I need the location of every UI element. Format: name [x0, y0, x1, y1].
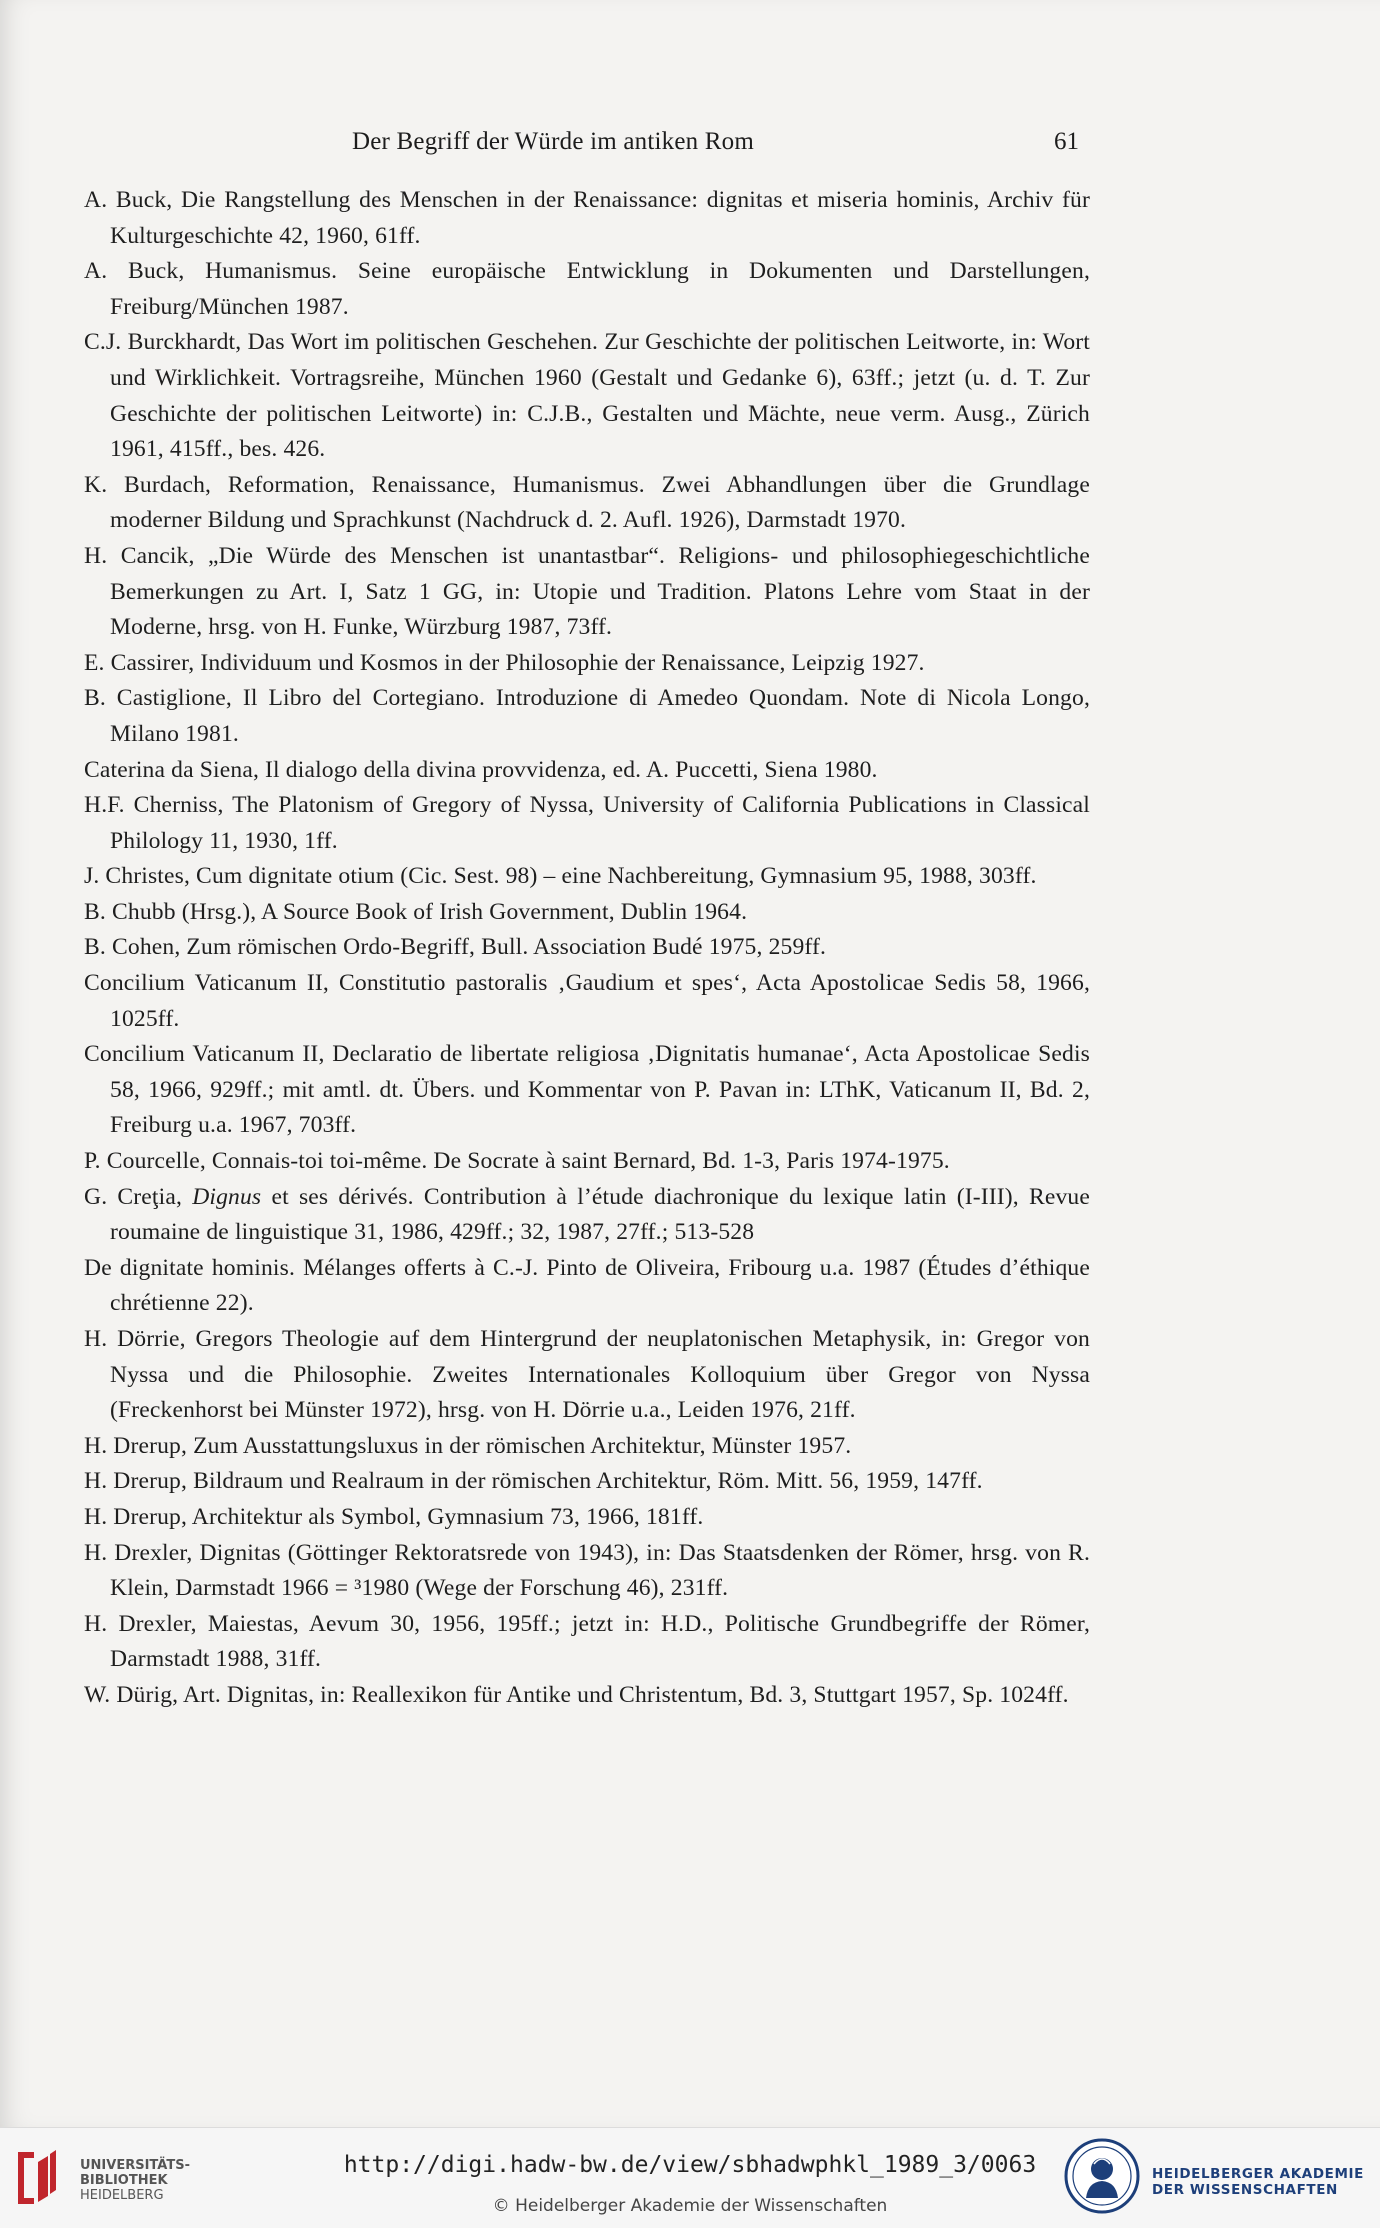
academy-name [1152, 2166, 1364, 2198]
running-head [0, 128, 1380, 168]
bibliography-entry: J. Christes, Cum dignitate otium (Cic. Sest. 98) – eine Nachbereitung, Gymnasium 95, 1988, 303ff. [84, 863, 1037, 890]
bibliography-entry: H. Drexler, Dignitas (Göttinger Rektoratsrede von 1943), in: Das Staatsdenken der Römer, hrsg. von R. Klein, Darmstadt 1966 = ³1980 (Wege der Forschung 46), 231ff. [84, 1539, 1090, 1602]
academy-name-line: HEIDELBERGER AKADEMIE [1152, 2166, 1364, 2182]
academy-seal-icon [1064, 2138, 1140, 2214]
library-name-line: HEIDELBERG [80, 2188, 164, 2203]
permalink-url[interactable]: http://digi.hadw-bw.de/view/sbhadwphkl_1989_3/0063 [343, 2152, 1037, 2178]
bibliography-entry: K. Burdach, Reformation, Renaissance, Humanismus. Zwei Abhandlungen über die Grundlage moderner Bildung und Sprachkunst (Nachdruck d. 2. Aufl. 1926), Darmstadt 1970. [84, 471, 1090, 534]
bibliography-entry: B. Castiglione, Il Libro del Cortegiano. Introduzione di Amedeo Quondam. Note di Nicola Longo, Milano 1981. [84, 685, 1090, 747]
bibliography-entry: B. Cohen, Zum römischen Ordo-Begriff, Bull. Association Budé 1975, 259ff. [84, 934, 827, 961]
bibliography-entry: B. Chubb (Hrsg.), A Source Book of Irish Government, Dublin 1964. [84, 898, 748, 925]
bibliography-entry: A. Buck, Die Rangstellung des Menschen in der Renaissance: dignitas et miseria hominis, Archiv für Kulturgeschichte 42, 1960, 61ff. [84, 187, 1090, 249]
viewer-footer [0, 2127, 1380, 2228]
copyright-notice: © Heidelberger Akademie der Wissenschaften [492, 2196, 888, 2216]
library-name-line: UNIVERSITÄTS- [80, 2158, 190, 2173]
academy-name-line: DER WISSENSCHAFTEN [1152, 2182, 1338, 2198]
bibliography-entry: H. Dörrie, Gregors Theologie auf dem Hintergrund der neuplatonischen Metaphysik, in: Gregor von Nyssa und die Philosophie. Zweites Internationales Kolloquium über Gregor von Nyssa (Freckenhorst bei Münster 1972), hrsg. von H. Dörrie u.a., Leiden 1976, 21ff. [84, 1326, 1090, 1424]
bibliography-entry: H. Drexler, Maiestas, Aevum 30, 1956, 195ff.; jetzt in: H.D., Politische Grundbegriffe der Römer, Darmstadt 1988, 31ff. [84, 1610, 1090, 1673]
bibliography-entry: H. Drerup, Zum Ausstattungsluxus in der römischen Architektur, Münster 1957. [84, 1432, 852, 1459]
bibliography-entry: C.J. Burckhardt, Das Wort im politischen Geschehen. Zur Geschichte der politischen Leitworte, in: Wort und Wirklichkeit. Vortragsreihe, München 1960 (Gestalt und Gedanke 6), 63ff.; jetzt (u. d. T. Zur Geschichte der politischen Leitworte) in: C.J.B., Gestalten und Mächte, neue verm. Ausg., Zürich 1961, 415ff., bes. 426. [84, 329, 1090, 463]
library-name-line: BIBLIOTHEK [80, 2173, 168, 2188]
bibliography-list [84, 183, 1090, 1714]
bibliography-entry: Caterina da Siena, Il dialogo della divina provvidenza, ed. A. Puccetti, Siena 1980. [84, 756, 878, 783]
bibliography-entry: Concilium Vaticanum II, Declaratio de libertate religiosa ‚Dignitatis humanae‘, Acta Apostolicae Sedis 58, 1966, 929ff.; mit amtl. dt. Übers. und Kommentar von P. Pavan in: LThK, Vaticanum II, Bd. 2, Freiburg u.a. 1967, 703ff. [84, 1041, 1090, 1139]
bibliography-entry: H.F. Cherniss, The Platonism of Gregory of Nyssa, University of California Publications in Classical Philology 11, 1930, 1ff. [84, 792, 1090, 854]
bibliography-entry: W. Dürig, Art. Dignitas, in: Reallexikon für Antike und Christentum, Bd. 3, Stuttgart 1957, Sp. 1024ff. [84, 1681, 1069, 1708]
bibliography-entry: H. Cancik, „Die Würde des Menschen ist unantastbar“. Religions- und philosophiegeschichtliche Bemerkungen zu Art. I, Satz 1 GG, in: Utopie und Tradition. Platons Lehre vom Staat in der Moderne, hrsg. von H. Funke, Würzburg 1987, 73ff. [84, 542, 1090, 641]
bibliography-entry: P. Courcelle, Connais-toi toi-même. De Socrate à saint Bernard, Bd. 1-3, Paris 1974-1975. [84, 1148, 950, 1175]
page-number: 61 [1054, 128, 1079, 155]
bibliography-entry: E. Cassirer, Individuum und Kosmos in der Philosophie der Renaissance, Leipzig 1927. [84, 649, 925, 676]
bibliography-entry: H. Drerup, Bildraum und Realraum in der römischen Architektur, Röm. Mitt. 56, 1959, 147ff. [84, 1468, 983, 1495]
italic-title: Dignus [192, 1183, 262, 1210]
bibliography-entry: De dignitate hominis. Mélanges offerts à C.-J. Pinto de Oliveira, Fribourg u.a. 1987 (Études d’éthique chrétienne 22). [84, 1254, 1090, 1317]
running-title: Der Begriff der Würde im antiken Rom [352, 128, 754, 155]
academy-logo[interactable] [1064, 2138, 1370, 2218]
bibliography-entry: G. Creţia, Dignus et ses dérivés. Contribution à l’étude diachronique du lexique latin (I-III), Revue roumaine de linguistique 31, 1986, 429ff.; 32, 1987, 27ff.; 513-528 [84, 1183, 1091, 1246]
bibliography-entry: A. Buck, Humanismus. Seine europäische Entwicklung in Dokumenten und Darstellungen, Freiburg/München 1987. [84, 258, 1090, 320]
bibliography-entry: Concilium Vaticanum II, Constitutio pastoralis ‚Gaudium et spes‘, Acta Apostolicae Sedis 58, 1966, 1025ff. [84, 970, 1090, 1032]
bibliography-entry: H. Drerup, Architektur als Symbol, Gymnasium 73, 1966, 181ff. [84, 1503, 704, 1530]
